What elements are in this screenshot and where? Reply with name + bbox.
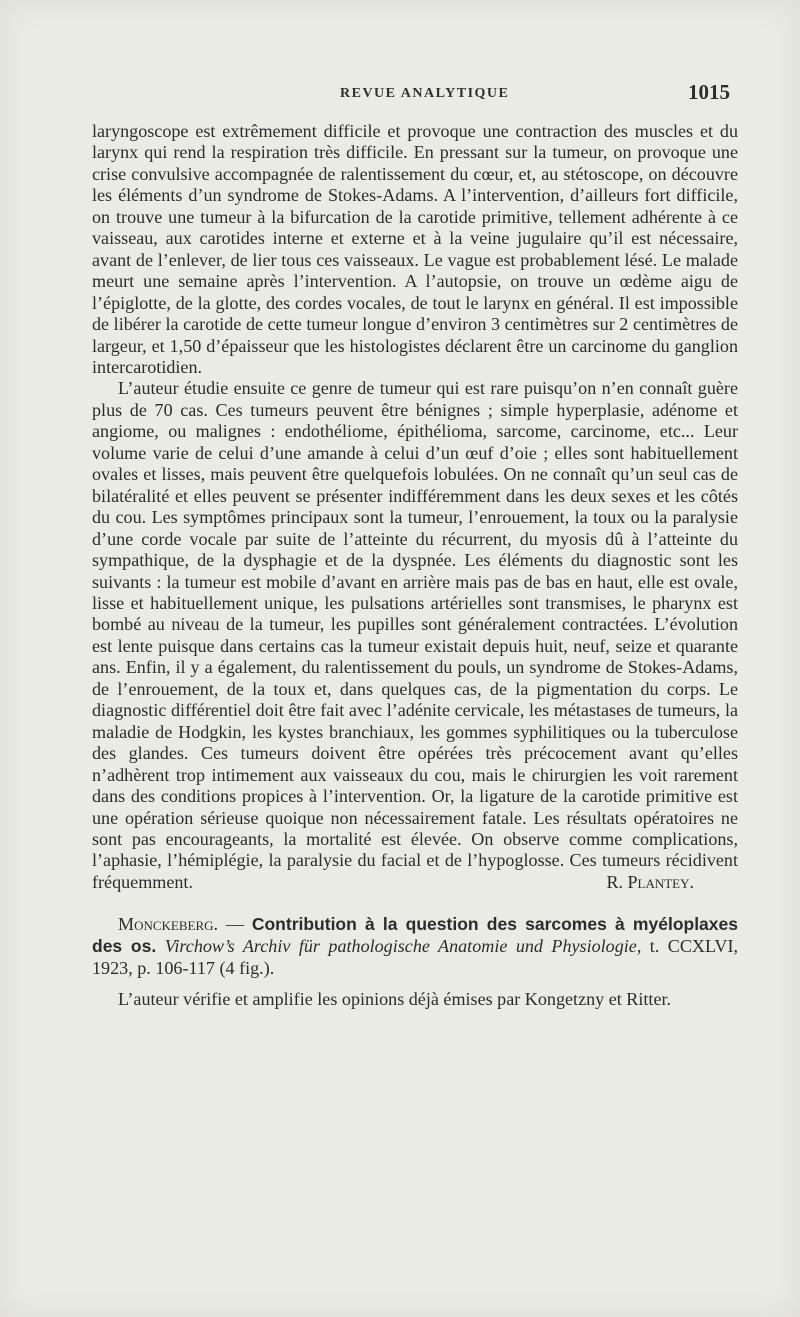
paragraph-1-text: laryngoscope est extrêmement difficile et provoque une contraction des muscles et du larynx qui rend la respiration très difficile. En pressant sur la tumeur, on provoque une crise convulsive accompagnée de ralentissement du cœur, et, au stétoscope, on découvre les éléments d’un syndrome de Stokes-Adams. A l’intervention, d’ailleurs fort difficile, on trouve une tumeur à la bifurcation de la carotide primitive, tellement adhérente à ce vaisseau, aux carotides interne et externe et à la veine jugulaire qu’il est nécessaire, avant de l’enlever, de lier tous ces vaisseaux. Le vague est probablement lésé. Le malade meurt une semaine après l’intervention. A l’autopsie, on trouve un œdème aigu de l’épiglotte, de la glotte, des cordes vocales, de tout le larynx en général. Il est impossible de libérer la carotide de cette tumeur longue d’environ 3 centimètres sur 2 centimètres de largeur, et 1,50 d’épaisseur que les histologistes déclarent être un carcinome du ganglion intercarotidien. xyxy=(92,121,738,377)
review-body-text: L’auteur vérifie et amplifie les opinions déjà émises par Kongetzny et Ritter. xyxy=(118,989,672,1010)
review-author: Monckeberg. xyxy=(118,914,219,935)
running-head: REVUE ANALYTIQUE xyxy=(340,86,510,101)
review-dash: — xyxy=(218,914,252,935)
review-citation xyxy=(92,913,738,979)
review-entry xyxy=(92,913,738,1010)
review-title: Contribution à la question des sarcomes à myéloplaxes des os. xyxy=(92,914,738,957)
review-body xyxy=(92,989,738,1010)
body-paragraph xyxy=(92,121,738,378)
page-number: 1015 xyxy=(688,80,730,104)
paragraph-2-text: L’auteur étudie ensuite ce genre de tumeur qui est rare puisqu’on n’en connaît guère plus de 70 cas. Ces tumeurs peuvent être bénignes ; simple hyperplasie, adénome et angiome, ou malignes : endothéliome, épithélioma, sarcome, carcinome, etc... Leur volume varie de celui d’une amande à celui d’un œuf d’oie ; elles sont habituellement ovales et lisses, mais peuvent être quelquefois lobulées. On ne connaît qu’un seul cas de bilatéralité et elles peuvent se présenter indifféremment dans les deux sexes et les côtés du cou. Les symptômes principaux sont la tumeur, l’enrouement, la toux ou la paralysie d’une corde vocale par suite de l’atteinte du récurrent, du myosis dû à l’atteinte du sympathique, de la dysphagie et de la dyspnée. Les éléments du diagnostic sont les suivants : la tumeur est mobile d’avant en arrière mais pas de bas en haut, elle est ovale, lisse et habituellement unique, les pulsations artérielles sont transmises, le pharynx est bombé au niveau de la tumeur, les pupilles sont généralement contractées. L’évolution est lente puisque dans certains cas la tumeur existait depuis huit, neuf, seize et quarante ans. Enfin, il y a également, du ralentissement du pouls, un syndrome de Stokes-Adams, de l’enrouement, de la toux et, dans quelques cas, de la pigmentation du corps. Le diagnostic différentiel doit être fait avec l’adénite cervicale, les métastases de tumeurs, la maladie de Hodgkin, les kystes branchiaux, les gommes syphilitiques ou la tuberculose des glandes. Ces tumeurs doivent être opérées très précocement avant qu’elles n’adhèrent trop intimement aux vaisseaux du cou, mais le chirurgien les voit rarement dans des conditions propices à l’intervention. Or, la ligature de la carotide primitive est une opération sérieuse quoique non nécessairement fatale. Les résultats opératoires ne sont pas encourageants, la mortalité est élevée. On observe comme complications, l’aphasie, l’hémiplégie, la paralysie du facial et de l’hypoglosse. Ces tumeurs récidivent fréquemment. xyxy=(92,378,738,892)
author-signature: R. Plantey. xyxy=(606,871,694,892)
review-citation-details: t. CCXLVI, 1923, p. 106-117 (4 fig.). xyxy=(92,936,739,979)
main-text xyxy=(92,121,738,1011)
review-journal: Virchow’s Archiv für pathologische Anatomie und Physiologie, xyxy=(164,936,642,957)
body-paragraph xyxy=(92,378,738,893)
page-header xyxy=(0,80,800,110)
